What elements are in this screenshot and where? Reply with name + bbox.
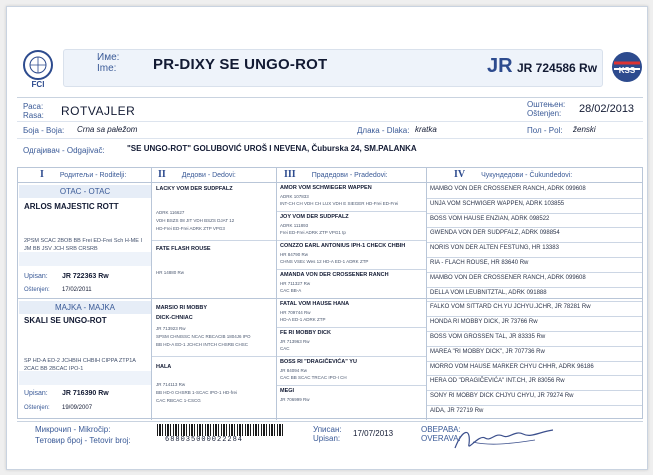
sex-value: ženski <box>573 125 596 134</box>
mother-upisan: JR 716390 Rw <box>62 390 109 397</box>
mother-band: MAJKA - MAJKA <box>19 301 151 314</box>
father-oteljen-label: Oštenjen: <box>24 287 50 293</box>
mother-tests-2: 2CAC BB 2BCAC IPO-1 <box>24 366 84 372</box>
ggp-7-reg: JR 84094 Rw <box>280 368 308 373</box>
coat-label: Длака - Dlaka: <box>357 126 410 135</box>
grandparent-1-tests-1: VDH BSZS 08 JIT VDH BSZS DJAT 12 <box>156 218 235 223</box>
gggp-11: BOSS VOM GROSSEN TAL, JR 83335 Rw <box>430 334 546 340</box>
grandparent-3-tests-2: BB HD-A ED-1 JCHCH INTCH CHSRB CHSC <box>156 342 249 347</box>
ggp-1-name: AMOR VOM SCHWIEGER WAPPEN <box>280 185 372 191</box>
grandparent-4-name: HALA <box>156 364 172 370</box>
grandparent-3-reg: JR 713923 Rw <box>156 326 186 331</box>
footer <box>17 421 643 453</box>
whelped-label: Оштењен: Oštenjen: <box>527 100 566 118</box>
grandparent-4-tests-2: CAC RBCAC 1-CSCG <box>156 398 201 403</box>
mother-upisan-label: Upisan: <box>24 390 48 397</box>
gggp-4: GWENDA VON DER SUDPFALZ, ADRK 098854 <box>430 230 560 237</box>
grandparent-2-name: FATE FLASH ROUSE <box>156 246 211 252</box>
mother-name: SKALI SE UNGO-ROT <box>24 316 107 325</box>
ggp-4-tests: CAC BB-A <box>280 288 302 293</box>
ggp-3-tests: CHNS VSEc Wes 12 HD-A ED-1 ADRK ZTP <box>280 259 369 264</box>
breeder-label: Одгајивач - Odgajivač: <box>23 146 105 155</box>
microchip-label: Микрочип - Mikročip: <box>35 425 111 434</box>
gggp-16: AIDA, JR 72719 Rw <box>430 408 484 414</box>
tattoo-label: Тетовир број - Tetovir broj: <box>35 436 131 445</box>
gggp-13: MORRO VOM HAUSE MARKER CHYU CHHR, ADRK 96186 <box>430 363 594 370</box>
grandparent-3-tests-1: SPSM CHNISSC NCAC RBCACIB 1804J6 IPO <box>156 334 251 339</box>
grandparent-2-reg: HR 14880 Rw <box>156 270 185 275</box>
father-name: ARLOS MAJESTIC ROTT <box>24 202 119 211</box>
color-label: Боја - Boja: <box>23 126 65 135</box>
kss-logo <box>609 49 645 89</box>
breeder-value: "SE UNGO-ROT" GOLUBOVIĆ UROŠ I NEVENA, Čuburska 24, SM.PALANKA <box>127 144 417 153</box>
ggp-5-reg: HR 709744 Rw <box>280 310 311 315</box>
breed-label: Раса: Rasa: <box>23 102 44 120</box>
ggp-5-name: FATAL VOM HAUSE HANA <box>280 301 350 307</box>
ggp-5-tests: HD-A ED-1 ADRK ZTP <box>280 317 326 322</box>
ggp-6-reg: JR 713963 Rw <box>280 339 310 344</box>
col-greatgrandparents-header: III Прадедови - Pradedovi: <box>284 169 388 180</box>
ggp-4-reg: HR 711327 Rw <box>280 281 311 286</box>
mother-oteljen: 19/09/2007 <box>62 405 93 411</box>
grandparent-4-reg: JR 714113 Rw <box>156 382 186 387</box>
grandparent-4-tests-1: BB HD-0 CHSRB 1-SCAC IPO-1 HD-frei <box>156 390 238 395</box>
breed-value: ROTVAJLER <box>61 104 136 118</box>
grandparent-1-tests-2: HD-Frei ED-Frei ADRK ZTP VPG3 <box>156 226 225 231</box>
coat-value: kratka <box>415 125 437 134</box>
grandparent-1-name: LACKY VOM DER SUDPFALZ <box>156 186 233 192</box>
fci-logo <box>21 49 55 89</box>
color-value: Crna sa paležom <box>77 125 138 134</box>
ggp-6-tests: CAC <box>280 346 290 351</box>
ggp-8-name: MEGI <box>280 388 295 394</box>
ggp-7-tests: CAC BB SCAC TRCAC IPO-I CH <box>280 375 347 380</box>
father-upisan-label: Upisan: <box>24 273 48 280</box>
grandparent-3-name: MARSIO RI MOBBY <box>156 305 208 311</box>
barcode-number: 688035000022284 <box>165 436 244 444</box>
col-grandparents-header: II Дедови - Dedovi: <box>158 169 236 180</box>
father-oteljen: 17/02/2011 <box>62 287 92 293</box>
ggp-2-tests: Frei ED-Frei ADRK ZTP VPG1 tp <box>280 230 346 235</box>
mother-oteljen-label: Oštenjen: <box>24 405 50 411</box>
ggp-3-name: CONZZO EARL ANTONIUS IPH-1 CHECK CHBIH <box>280 243 406 249</box>
registered-date: 17/07/2013 <box>353 429 394 438</box>
gggp-1: MAMBO VON DER CROSSENER RANCH, ADRK 099608 <box>430 186 586 192</box>
father-tests-2: JM BB JSV JCH SRB CRSRB <box>24 246 98 252</box>
ggp-2-reg: ADRK 111893 <box>280 223 309 228</box>
info-block <box>17 97 643 161</box>
sex-label: Пол - Pol: <box>527 126 563 135</box>
registry-prefix: JR <box>487 55 513 77</box>
gggp-3: BOSS VOM HAUSE ENZIAN, ADRK 098522 <box>430 215 550 222</box>
gggp-6: RIA - FLACH ROUSE, HR 83640 Rw <box>430 260 529 266</box>
grandparent-1-reg: ADRK 116627 <box>156 210 185 215</box>
ggp-6-name: FE RI MOBBY DICK <box>280 330 331 336</box>
svg-text:KSS: KSS <box>618 66 636 75</box>
certified-label: ОВЕРАВА: OVERAVA: <box>421 425 461 443</box>
gggp-12: MAREA "RI MOBBY DICK", JR 707736 Rw <box>430 348 545 355</box>
father-tests-1: 2PSM SCAC 2BOB BB Frei ED-Frei Sch H-ME I <box>24 238 142 244</box>
name-label: Име: Ime: <box>97 52 120 74</box>
gggp-5: NORIS VON DER ALTEN FESTUNG, HR 13383 <box>430 245 559 252</box>
ggp-7-name: BOSS RI "DRAGIČEVIĆA" YU <box>280 359 357 365</box>
ggp-2-name: JOY VOM DER SUDPFALZ <box>280 214 349 220</box>
gggp-2: UNJA VOM SCHWIGER WAPPEN, ADRK 103855 <box>430 200 565 207</box>
mother-tests-1: SP HD-A ED-2 JCHBIH CHBIH CIPPA ZTP1A <box>24 358 136 364</box>
col-greatgreatgrandparents-header: IV Чукундедови - Čukundedovi: <box>454 169 573 180</box>
gggp-8: DELLA VOM LEUBNITZTAL, ADRK 091888 <box>430 289 547 296</box>
col-parents-header: I Родитељи - Roditelji: <box>40 169 127 180</box>
registration-number: JR 724586 Rw <box>517 61 598 75</box>
dog-name: PR-DIXY SE UNGO-ROT <box>153 56 328 73</box>
pedigree-sheet <box>6 6 648 470</box>
signature <box>449 424 559 454</box>
ggp-1-tests: INT-CH CH VDH CH LUX VDH E SIEGER HD-Frei ED-Frei <box>280 201 399 206</box>
ggp-4-name: AMANDA VON DER CROSSENER RANCH <box>280 272 389 278</box>
svg-text:FCI: FCI <box>31 80 45 89</box>
ggp-3-reg: HR 84790 Rw <box>280 252 309 257</box>
gggp-15: SONY RI MOBBY DICK CHJYU CHYU, JR 79274 Rw <box>430 393 574 400</box>
whelped-date: 28/02/2013 <box>579 103 635 115</box>
barcode <box>157 424 285 436</box>
ggp-8-reg: JR 706999 Rw <box>280 397 310 402</box>
pedigree-table <box>17 167 643 419</box>
father-band: OTAC - OTAC <box>19 185 151 198</box>
registered-label: Уписан: Upisan: <box>313 425 342 443</box>
gggp-10: HONDA RI MOBBY DICK, JR 73766 Rw <box>430 319 538 326</box>
gggp-7: MAMBO VON DER CROSSENER RANCH, ADRK 099608 <box>430 274 586 281</box>
grandparent-3-sub: DICK-CHNIAC <box>156 315 193 321</box>
gggp-9: FALKO VOM SITTARD CH.YU JCHYU.JCHR, JR 78281 Rw <box>430 304 591 311</box>
father-upisan: JR 722363 Rw <box>62 273 109 280</box>
ggp-1-reg: ADRK 107833 <box>280 194 309 199</box>
gggp-14: HERA OD "DRAGIČEVIĆA" INT.CH, JR 83056 Rw <box>430 378 565 385</box>
